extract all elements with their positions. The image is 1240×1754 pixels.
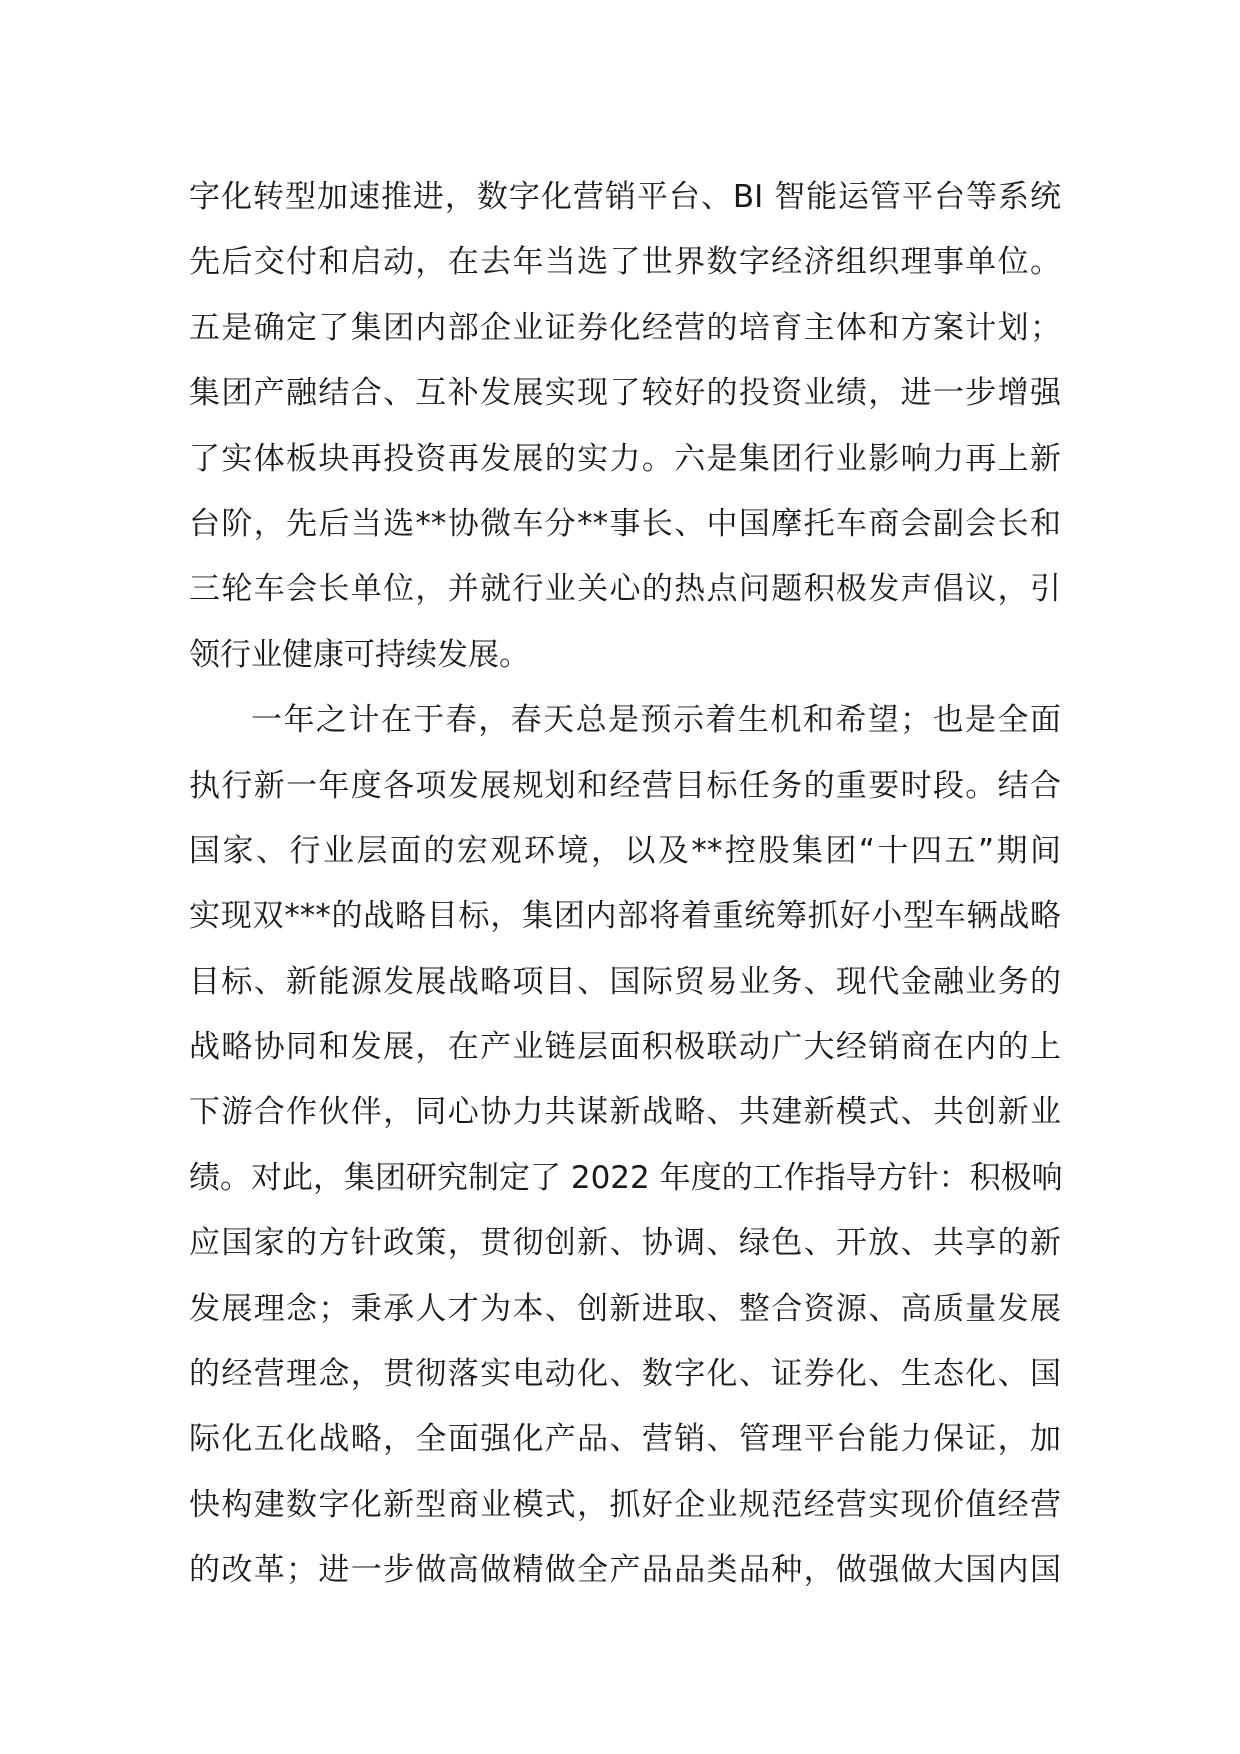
text-line: 目标、新能源发展战略项目、国际贸易业务、现代金融业务的 xyxy=(189,963,1061,1000)
text-line: 字化转型加速推进，数字化营销平台、BI 智能运管平台等系统 xyxy=(189,179,1061,215)
text-line: 领行业健康可持续发展。 xyxy=(189,636,530,673)
document-body xyxy=(189,165,1061,1604)
text-line: 下游合作伙伴，同心协力共谋新战略、共建新模式、共创新业 xyxy=(189,1094,1061,1131)
text-line: 执行新一年度各项发展规划和经营目标任务的重要时段。结合 xyxy=(189,767,1061,804)
text-line: 集团产融结合、互补发展实现了较好的投资业绩，进一步增强 xyxy=(189,375,1061,412)
paragraph-2 xyxy=(189,688,1061,1603)
paragraph-1 xyxy=(189,165,1061,688)
text-line: 的经营理念，贯彻落实电动化、数字化、证券化、生态化、国 xyxy=(189,1356,1061,1393)
text-line: 了实体板块再投资再发展的实力。六是集团行业影响力再上新 xyxy=(189,440,1061,477)
text-line: 先后交付和启动，在去年当选了世界数字经济组织理事单位。 xyxy=(189,244,1061,281)
text-line: 五是确定了集团内部企业证券化经营的培育主体和方案计划； xyxy=(189,309,1061,346)
text-line: 三轮车会长单位，并就行业关心的热点问题积极发声倡议，引 xyxy=(189,571,1061,608)
text-line: 际化五化战略，全面强化产品、营销、管理平台能力保证，加 xyxy=(189,1421,1061,1458)
text-line: 战略协同和发展，在产业链层面积极联动广大经销商在内的上 xyxy=(189,1029,1061,1066)
text-line: 台阶，先后当选**协微车分**事长、中国摩托车商会副会长和 xyxy=(189,505,1061,542)
text-line: 国家、行业层面的宏观环境，以及**控股集团“十四五”期间 xyxy=(189,832,1061,869)
text-line: 快构建数字化新型商业模式，抓好企业规范经营实现价值经营 xyxy=(189,1486,1061,1523)
text-line: 实现双***的战略目标，集团内部将着重统筹抓好小型车辆战略 xyxy=(189,898,1061,935)
text-line: 的改革；进一步做高做精做全产品品类品种，做强做大国内国 xyxy=(189,1552,1061,1589)
text-line: 绩。对此，集团研究制定了 2022 年度的工作指导方针：积极响 xyxy=(189,1159,1063,1196)
text-line: 一年之计在于春，春天总是预示着生机和希望；也是全面 xyxy=(251,702,1061,739)
text-line: 发展理念；秉承人才为本、创新进取、整合资源、高质量发展 xyxy=(189,1290,1061,1327)
text-line: 应国家的方针政策，贯彻创新、协调、绿色、开放、共享的新 xyxy=(189,1225,1061,1262)
